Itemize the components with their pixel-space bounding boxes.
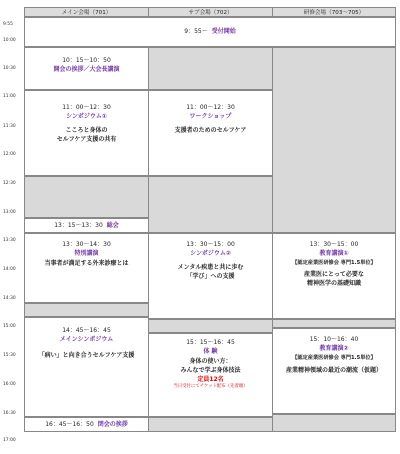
session-time: 13：30〜15：00 bbox=[186, 241, 235, 248]
session-description: 「学び」への支援 bbox=[186, 272, 235, 280]
session-title: 総会 bbox=[106, 221, 119, 229]
session-time: 11：00〜12：30 bbox=[62, 104, 111, 111]
time-label: 14:30 bbox=[3, 296, 16, 301]
header-sub-venue: サブ会場（702） bbox=[148, 7, 273, 17]
break-block bbox=[148, 319, 273, 333]
session-time: 13：15〜13：30 bbox=[54, 221, 103, 229]
time-label: 11:00 bbox=[3, 94, 16, 99]
credit-tag: 【認定産業医研修会 専門1.5単位】 bbox=[292, 259, 376, 266]
session-title: メインシンポジウム bbox=[59, 336, 114, 344]
time-label: 15:30 bbox=[3, 353, 16, 358]
time-label: 13:30 bbox=[3, 238, 16, 243]
session-time: 15：10〜16：40 bbox=[309, 336, 359, 343]
time-label: 16:00 bbox=[3, 382, 16, 387]
time-label: 9:55 bbox=[3, 22, 13, 27]
time-label: 12:30 bbox=[3, 181, 16, 186]
session-description: 精神医学の基礎知識 bbox=[306, 279, 361, 287]
experience-session bbox=[148, 333, 273, 417]
session-description: 当事者が満足する外来診療とは bbox=[44, 259, 129, 267]
time-label: 16:30 bbox=[3, 411, 16, 416]
break-block bbox=[148, 417, 273, 432]
break-block bbox=[272, 319, 396, 328]
session-title: 閉会の挨拶 bbox=[97, 420, 128, 428]
time-label: 11:30 bbox=[3, 124, 16, 129]
session-description: 産業医にとって必要な bbox=[304, 270, 364, 278]
break-block bbox=[272, 47, 396, 233]
break-block bbox=[148, 47, 273, 90]
session-time: 11：00〜12：30 bbox=[186, 104, 235, 111]
session-title: 開会の挨拶／大会長講演 bbox=[53, 66, 120, 74]
time-label: 14:00 bbox=[3, 267, 16, 272]
education-lecture2-session bbox=[272, 328, 396, 414]
header-training-venue: 研修会場（703〜705） bbox=[272, 7, 396, 17]
break-block bbox=[148, 176, 273, 233]
main-symposium-session bbox=[24, 317, 149, 417]
break-block bbox=[272, 414, 396, 432]
session-time: 10：15〜10：50 bbox=[62, 57, 111, 64]
session-description: 「病い」と向き合うセルフケア支援 bbox=[38, 351, 135, 359]
time-label: 10:30 bbox=[3, 66, 16, 71]
time-label: 12:00 bbox=[3, 152, 16, 157]
time-label: 17:00 bbox=[3, 438, 16, 443]
session-title: シンポジウム① bbox=[66, 113, 107, 121]
break-block bbox=[24, 303, 149, 317]
ticket-note: 当日受付にてチケット配布（先着順） bbox=[173, 384, 248, 390]
session-description: メンタル疾患と共に歩む bbox=[177, 263, 244, 271]
time-label: 15:00 bbox=[3, 324, 16, 329]
capacity-label: 定員12名 bbox=[197, 376, 224, 384]
session-description: セルフケア支援の共有 bbox=[56, 135, 117, 143]
closing-session bbox=[24, 417, 149, 432]
session-description: 身体の使い方： bbox=[189, 357, 232, 365]
session-time: 13：30〜15：00 bbox=[309, 241, 359, 248]
education-lecture1-session bbox=[272, 233, 396, 319]
symposium2-session bbox=[148, 233, 273, 319]
opening-session bbox=[24, 47, 149, 90]
general-meeting-session bbox=[24, 218, 149, 233]
reception-row bbox=[24, 17, 396, 47]
reception-label: 受付開始 bbox=[211, 28, 236, 36]
credit-tag: 【認定産業医研修会 専門1.5単位】 bbox=[292, 354, 376, 361]
session-description: 産業精神領域の最近の潮流（仮題） bbox=[285, 366, 382, 374]
header-main-venue: メイン会場（701） bbox=[24, 7, 149, 17]
session-title: ワークショップ bbox=[189, 113, 232, 121]
session-time: 16：45〜16：50 bbox=[45, 420, 94, 428]
session-title: 教育講演① bbox=[319, 250, 349, 258]
reception-time: 9：55〜 bbox=[184, 28, 208, 36]
session-time: 14：45〜16：45 bbox=[62, 327, 111, 334]
session-description: こころと身体の bbox=[65, 126, 108, 134]
session-time: 13：30〜14：30 bbox=[62, 241, 111, 248]
time-label: 10:00 bbox=[3, 38, 16, 43]
session-description: みんなで学ぶ身体技法 bbox=[180, 366, 241, 374]
session-title: 特別講演 bbox=[74, 250, 99, 258]
session-title: 教育講演② bbox=[319, 345, 349, 353]
workshop-session bbox=[148, 90, 273, 176]
session-title: 体 験 bbox=[203, 348, 218, 356]
session-time: 15：15〜16：45 bbox=[186, 339, 235, 346]
special-lecture-session bbox=[24, 233, 149, 303]
time-label: 13:00 bbox=[3, 210, 16, 215]
break-block bbox=[24, 176, 149, 218]
symposium1-session bbox=[24, 90, 149, 176]
session-title: シンポジウム② bbox=[190, 250, 231, 258]
session-description: 支援者のためのセルフケア bbox=[174, 126, 247, 134]
